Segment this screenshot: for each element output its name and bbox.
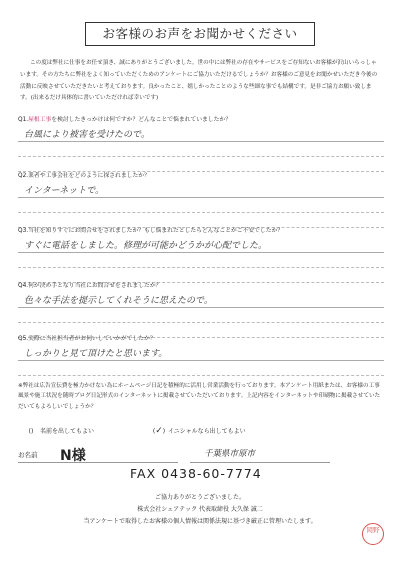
address-field (190, 446, 330, 463)
name-field (18, 446, 178, 463)
answer-line (18, 157, 384, 172)
question-1-highlight: 屋根工事 (28, 117, 52, 123)
answer-line (18, 238, 384, 253)
question-2-answer: インターネットで。 (24, 186, 105, 196)
question-1 (18, 116, 384, 172)
question-5-label: Q5.実際に当社担当者がお伺いしていかがでしたか？ (18, 336, 156, 342)
name-value: N様 (60, 448, 86, 464)
question-5 (18, 335, 384, 376)
name-label: お名前 (18, 451, 38, 459)
question-3 (18, 227, 384, 283)
consent-option-name[interactable]: () 名前を出してもよい (22, 426, 94, 436)
question-3-label: Q3.当社を知りすぐにお問合せをされましたか？もし悩まれたとしたらどんなことがご不安でしたか？ (18, 228, 284, 234)
address-value: 千葉県市原市 (204, 449, 256, 459)
answer-line (18, 346, 384, 361)
question-1-label: Q1.屋根工事を検討したきっかけは何ですか？どんなことで悩まれていましたか？ (18, 117, 232, 123)
answer-line (18, 308, 384, 323)
question-1-answer: 台風により被害を受けたので。 (24, 130, 150, 140)
privacy-notice: 当アンケートで取得したお客様の個人情報は関係法規に基づき厳正に管理いたします。 (83, 518, 317, 525)
answer-line (18, 142, 384, 157)
question-5-answer: しっかりと見て頂けたと思います。 (24, 349, 168, 359)
answer-line (18, 253, 384, 268)
question-3-answer: すぐに電話をしました。修理が可能かどうかが心配でした。 (24, 241, 268, 251)
seal-stamp: 岡野 (362, 523, 384, 545)
question-2 (18, 172, 384, 228)
answer-line (18, 268, 384, 283)
answer-line (18, 213, 384, 228)
answer-line (18, 198, 384, 213)
question-4 (18, 282, 384, 338)
fax-number: FAX 0438-60-7774 (130, 466, 262, 481)
consent-option-initial[interactable]: (✓) イニシャルなら出してもよい (150, 426, 246, 436)
thanks-text: ご協力ありがとうございました。 (154, 494, 245, 501)
consent-checkbox[interactable]: () (28, 428, 34, 435)
check-mark-icon: ✓ (155, 426, 163, 436)
question-4-answer: 色々な手法を提示してくれそうに思えたので。 (24, 296, 213, 306)
answer-line (18, 361, 384, 376)
consent-checkbox[interactable]: (✓) (152, 426, 166, 436)
consent-text: ※弊社は広告宣伝費を極力かけない為にホームページ日記を積極的に活用し営業活動を行っております。本アンケート用紙または、お客様の工事風景や施工状況を随時ブログ日記形式のインターネットに掲載させていただいております。上記内容をインターネットや印刷物に掲載させていただいてもよろしいでしょうか？ (18, 383, 381, 410)
company-name: 株式会社シェアテック 代表取締役 大久保 誠二 (137, 506, 263, 513)
question-2-label: Q2.業者や工事会社をどのように探されましたか？ (18, 173, 150, 179)
answer-line (18, 127, 384, 142)
page-title: お客様のお声をお聞かせください (85, 22, 315, 46)
answer-line (18, 183, 384, 198)
intro-paragraph: この度は弊社に仕事をお任せ頂き、誠にありがとうございました。世の中には弊社の存在やサービスをご存知ないお客様が沢山いらっしゃいます。その方たちに弊社をよく知っていただくためのアンケートにご協力いただけるでしょうか？お客様のご意見をお聞かせいただき今後の活動に反映させていただきたいと考えております。良かったこと、嬉しかったことのような些細な事でも結構です。是非ご協力お願い致します。(出来るだけ具体的に書いていただければ幸いです) (20, 60, 378, 102)
answer-line (18, 293, 384, 308)
question-4-label: Q4.何が決め手となり当社にお問合せをされましたか？ (18, 283, 162, 289)
